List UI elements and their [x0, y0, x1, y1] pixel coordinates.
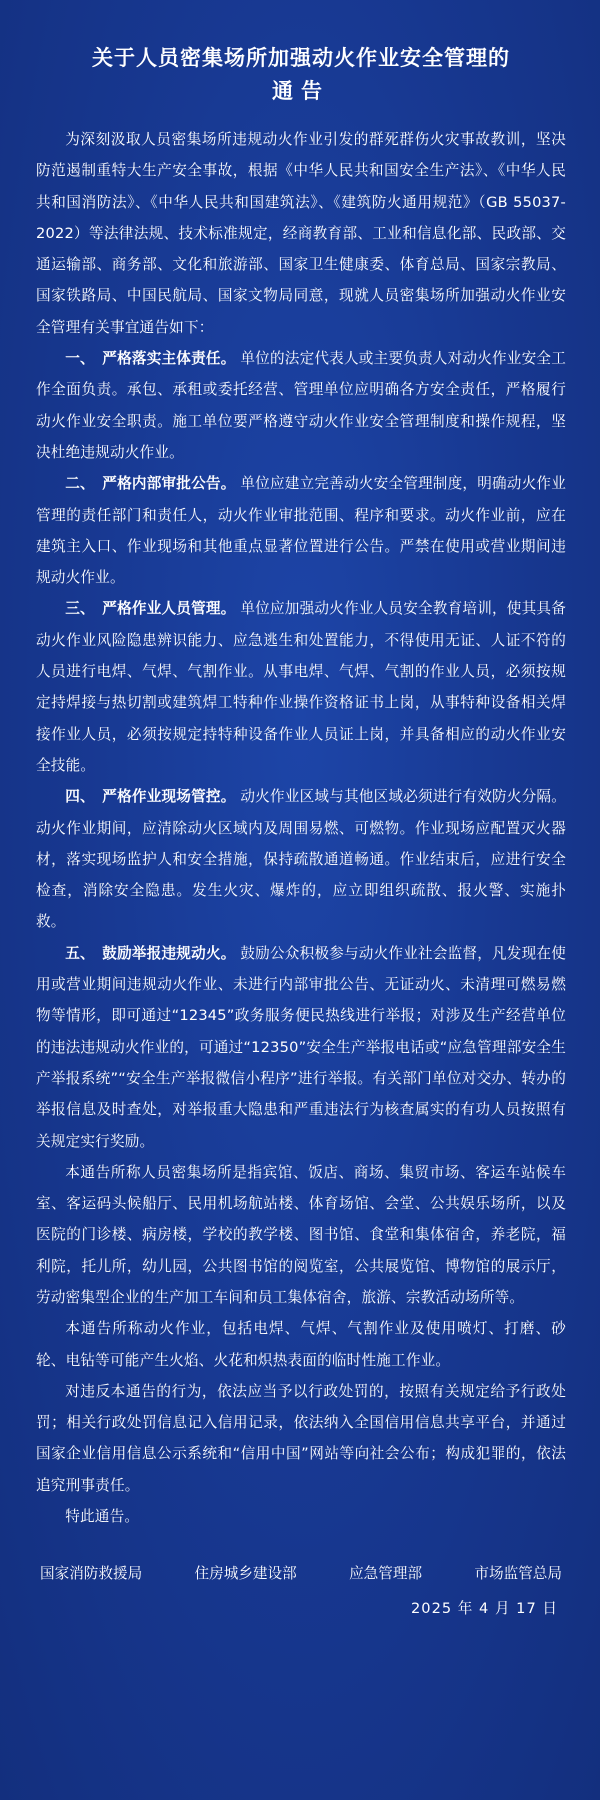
title-line-2: 通告	[272, 79, 330, 103]
item-4	[36, 781, 566, 937]
signatories	[36, 1562, 566, 1583]
notice-title	[36, 42, 566, 108]
signatory-3: 应急管理部	[349, 1565, 423, 1583]
title-line-1: 关于人员密集场所加强动火作业安全管理的	[92, 46, 510, 70]
item-2	[36, 468, 566, 593]
item-3-body: 单位应加强动火作业人员安全教育培训，使其具备动火作业风险隐患辨识能力、应急逃生和处置能力，不得使用无证、人证不符的人员进行电焊、气焊、气割作业。从事电焊、气焊、气割的作业人员，必须按规定持焊接与热切割或建筑焊工特种作业操作资格证书上岗，从事特种设备相关焊接作业人员，必须按规定持特种设备作业人员证上岗，并具备相应的动火作业安全技能。	[36, 600, 567, 774]
item-5-body: 鼓励公众积极参与动火作业社会监督，凡发现在使用或营业期间违规动火作业、未进行内部审批公告、无证动火、未清理可燃易燃物等情形，即可通过“12345”政务服务便民热线进行举报；对涉及生产经营单位的违法违规动火作业的，可通过“12350”安全生产举报电话或“应急管理部安全生产举报系统”“安全生产举报微信小程序”进行举报。有关部门单位对交办、转办的举报信息及时查处，对举报重大隐患和严重违法行为核查属实的有功人员按照有关规定实行奖励。	[36, 944, 567, 1150]
definition-hot-work: 本通告所称动火作业，包括电焊、气焊、气割作业及使用喷灯、打磨、砂轮、电钻等可能产生火焰、火花和炽热表面的临时性施工作业。	[36, 1320, 566, 1369]
item-1-body: 单位的法定代表人或主要负责人对动火作业安全工作全面负责。承包、承租或委托经营、管理单位应明确各方安全责任，严格履行动火作业安全职责。施工单位要严格遵守动火作业安全管理制度和操作规程，坚决杜绝违规动火作业。	[36, 350, 567, 461]
item-3-heading: 三、 严格作业人员管理。	[65, 600, 236, 618]
closing-line: 特此通告。	[65, 1508, 140, 1526]
item-5-heading: 五、 鼓励举报违规动火。	[65, 944, 236, 962]
item-4-heading: 四、 严格作业现场管控。	[65, 788, 236, 806]
intro-paragraph: 为深刻汲取人员密集场所违规动火作业引发的群死群伤火灾事故教训，坚决防范遏制重特大生产安全事故，根据《中华人民共和国安全生产法》、《中华人民共和国消防法》、《中华人民共和国建筑法》、《建筑防火通用规范》（GB 55037-2022）等法律法规、技术标准规定，经商教育部、工业和信息化部、民政部、交通运输部、商务部、文化和旅游部、国家卫生健康委、体育总局、国家宗教局、国家铁路局、中国民航局、国家文物局同意，现就人员密集场所加强动火作业安全管理有关事宜通告如下：	[36, 131, 566, 336]
item-2-body: 单位应建立完善动火安全管理制度，明确动火作业管理的责任部门和责任人，动火作业审批范围、程序和要求。动火作业前，应在建筑主入口、作业现场和其他重点显著位置进行公告。严禁在使用或营业期间违规动火作业。	[36, 475, 567, 587]
item-3	[36, 593, 566, 781]
item-5	[36, 938, 566, 1157]
signatory-4: 市场监管总局	[474, 1565, 562, 1583]
item-1	[36, 343, 566, 468]
signatory-1: 国家消防救援局	[40, 1565, 143, 1583]
item-1-heading: 一、 严格落实主体责任。	[65, 350, 236, 368]
signatory-2: 住房城乡建设部	[194, 1565, 297, 1583]
item-2-heading: 二、 严格内部审批公告。	[65, 475, 236, 493]
issue-date: 2025 年 4 月 17 日	[411, 1600, 558, 1618]
penalty-paragraph: 对违反本通告的行为，依法应当予以行政处罚的，按照有关规定给予行政处罚；相关行政处罚信息记入信用记录，依法纳入全国信用信息共享平台，并通过国家企业信用信息公示系统和“信用中国”网站等向社会公布；构成犯罪的，依法追究刑事责任。	[36, 1382, 566, 1494]
item-4-body: 动火作业区域与其他区域必须进行有效防火分隔。动火作业期间，应清除动火区域内及周围易燃、可燃物。作业现场应配置灭火器材，落实现场监护人和安全措施，保持疏散通道畅通。作业结束后，应进行安全检查，消除安全隐患。发生火灾、爆炸的，应立即组织疏散、报火警、实施扑救。	[36, 788, 567, 931]
definition-crowded-places: 本通告所称人员密集场所是指宾馆、饭店、商场、集贸市场、客运车站候车室、客运码头候船厅、民用机场航站楼、体育场馆、会堂、公共娱乐场所，以及医院的门诊楼、病房楼，学校的教学楼、图书馆、食堂和集体宿舍，养老院，福利院，托儿所，幼儿园，公共图书馆的阅览室，公共展览馆、博物馆的展示厅，劳动密集型企业的生产加工车间和员工集体宿舍，旅游、宗教活动场所等。	[36, 1163, 566, 1306]
